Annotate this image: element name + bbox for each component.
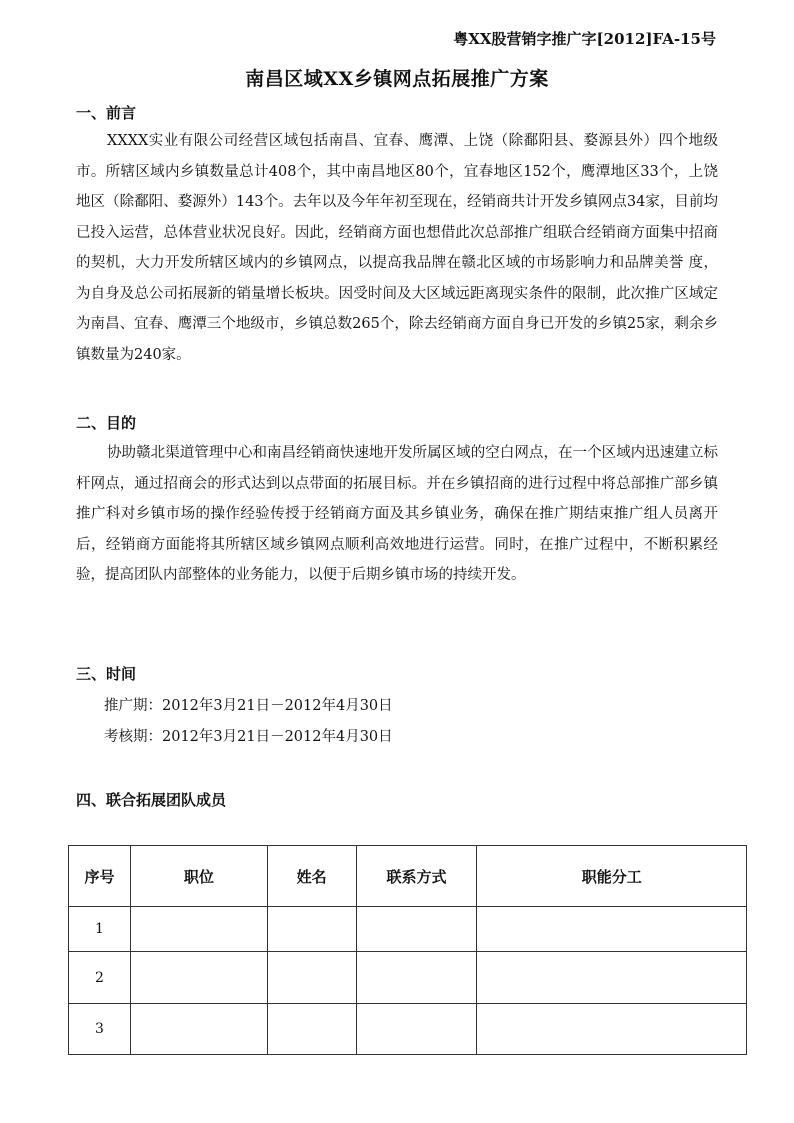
table-cell-position[interactable] <box>130 952 267 1004</box>
section-heading-purpose: 二、目的 <box>76 414 137 432</box>
table-row <box>69 1004 747 1055</box>
table-cell-name[interactable] <box>267 907 356 952</box>
table-row <box>69 952 747 1004</box>
table-cell-position[interactable] <box>130 1004 267 1055</box>
table-cell-contact[interactable] <box>356 907 477 952</box>
section-paragraph-purpose: 协助赣北渠道管理中心和南昌经销商快速地开发所属区域的空白网点，在一个区域内迅速建立标杆网点，通过招商会的形式达到以点带面的拓展目标。并在乡镇招商的进行过程中将总部推广部乡镇推广科对乡镇市场的操作经验传授于经销商方面及其乡镇业务，确保在推广期结束推广组人员离开后，经销商方面能将其所辖区域乡镇网点顺利高效地进行运营。同时，在推广过程中，不断积累经验，提高团队内部整体的业务能力，以便于后期乡镇市场的持续开发。 <box>76 445 718 583</box>
table-cell-name[interactable] <box>267 1004 356 1055</box>
column-header-name: 姓名 <box>267 846 356 907</box>
promotion-period-line: 推广期：2012年3月21日－2012年4月30日 <box>104 698 393 714</box>
section-heading-team: 四、联合拓展团队成员 <box>76 791 227 809</box>
document-number: 粤XX股营销字推广字[2012]FA-15号 <box>453 30 716 48</box>
table-cell-name[interactable] <box>267 952 356 1004</box>
document-title: 南昌区域XX乡镇网点拓展推广方案 <box>245 68 549 90</box>
team-members-table <box>68 845 747 1055</box>
table-cell-index: 1 <box>69 907 131 952</box>
column-header-index: 序号 <box>69 846 131 907</box>
table-cell-index: 3 <box>69 1004 131 1055</box>
section-heading-time: 三、时间 <box>76 665 137 683</box>
table-cell-position[interactable] <box>130 907 267 952</box>
table-row <box>69 907 747 952</box>
table-header-row <box>69 846 747 907</box>
section-paragraph-preface: XXXX实业有限公司经营区域包括南昌、宜春、鹰潭、上饶（除鄱阳县、婺源县外）四个地级市。所辖区域内乡镇数量总计408个，其中南昌地区80个，宜春地区152个，鹰潭地区33个，上饶地区（除鄱阳、婺源外）143个。去年以及今年年初至现在，经销商共计开发乡镇网点34家，目前均已投入运营，总体营业状况良好。因此，经销商方面也想借此次总部推广组联合经销商方面集中招商的契机，大力开发所辖区域内的乡镇网点，以提高我品牌在赣北区域的市场影响力和品牌美誉 度，为自身及总公司拓展新的销量增长板块。因受时间及大区域远距离现实条件的限制，此次推广区域定为南昌、宜春、鹰潭三个地级市，乡镇总数265个，除去经销商方面自身已开发的乡镇25家，剩余乡镇数量为240家。 <box>76 133 718 363</box>
column-header-position: 职位 <box>130 846 267 907</box>
table-cell-duty[interactable] <box>477 952 747 1004</box>
table-cell-duty[interactable] <box>477 1004 747 1055</box>
column-header-duty: 职能分工 <box>477 846 747 907</box>
assessment-period-line: 考核期：2012年3月21日－2012年4月30日 <box>104 729 393 745</box>
column-header-contact: 联系方式 <box>356 846 477 907</box>
table-cell-contact[interactable] <box>356 1004 477 1055</box>
table-cell-contact[interactable] <box>356 952 477 1004</box>
section-heading-preface: 一、前言 <box>76 104 137 122</box>
table-cell-duty[interactable] <box>477 907 747 952</box>
table-cell-index: 2 <box>69 952 131 1004</box>
